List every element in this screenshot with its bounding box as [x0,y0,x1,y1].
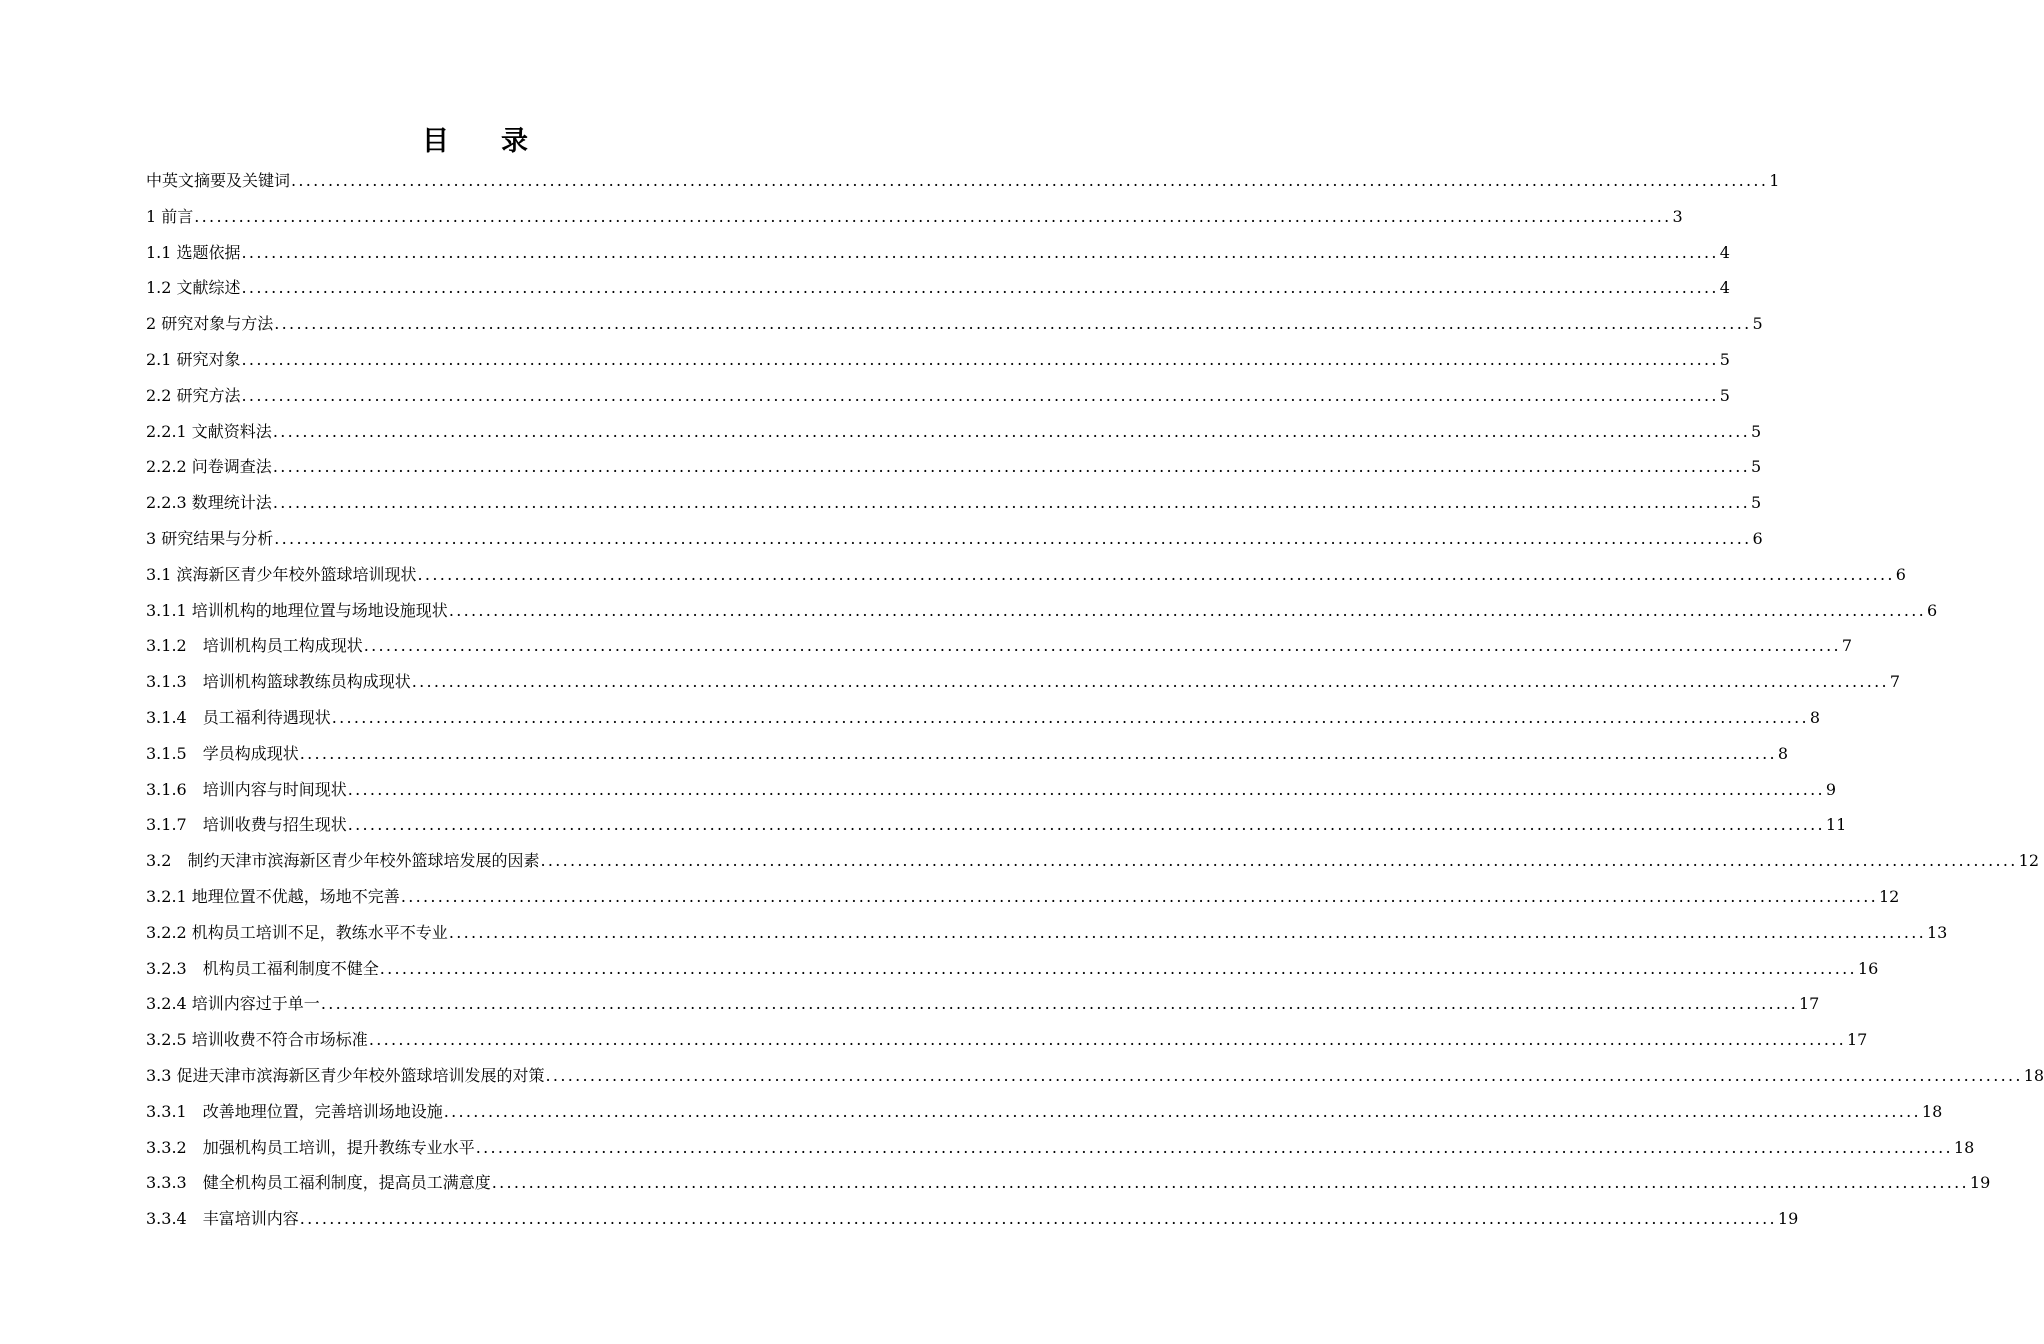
toc-entry-page-number: 17 [1847,1030,1868,1050]
toc-leader-dots: ........................................................................................................................................................................................................ [274,314,1752,334]
toc-leader-dots: ........................................................................................................................................................................................................ [540,851,2018,871]
toc-leader-dots: ........................................................................................................................................................................................................ [417,564,1895,584]
toc-entry-page-number: 18 [2023,1065,2044,1085]
toc-entry-label: 3.1.2 培训机构员工构成现状 [146,636,363,656]
toc-entry-label: 1.1 选题依据 [146,242,241,262]
toc-entry-page-number: 1 [1769,171,1780,190]
toc-entry[interactable] [146,557,1906,593]
toc-entry-page-number: 5 [1751,421,1762,441]
toc-entry-page-number: 6 [1895,564,1906,584]
toc-entry-page-number: 5 [1751,457,1762,477]
toc-entry-page-number: 5 [1719,349,1730,369]
toc-leader-dots: ........................................................................................................................................................................................................ [272,493,1750,513]
toc-entry-label: 3 研究结果与分析 [146,528,274,548]
toc-entry[interactable] [146,414,1762,450]
toc-leader-dots: ........................................................................................................................................................................................................ [272,421,1750,441]
toc-entry-page-number: 5 [1751,493,1762,513]
toc-entry-label: 3.2.2 机构员工培训不足，教练水平不专业 [146,922,448,942]
toc-entry-label: 3.3.1 改善地理位置，完善培训场地设施 [146,1101,443,1121]
toc-entry[interactable] [146,879,1900,915]
toc-leader-dots: ........................................................................................................................................................................................................ [347,815,1825,835]
toc-entry-page-number: 17 [1799,994,1820,1014]
toc-entry-label: 1 前言 [146,206,194,226]
toc-entry-page-number: 7 [1841,636,1853,656]
toc-entry[interactable] [146,915,1948,951]
toc-leader-dots: ........................................................................................................................................................................................................ [241,278,1719,298]
toc-entry[interactable] [146,1094,1943,1130]
toc-entry[interactable] [146,951,1879,987]
toc-entry-page-number: 16 [1857,958,1879,978]
toc-leader-dots: ........................................................................................................................................................................................................ [241,242,1719,262]
toc-entry[interactable] [146,270,1730,306]
toc-entry[interactable] [146,378,1730,414]
toc-leader-dots: ........................................................................................................................................................................................................ [475,1137,1953,1157]
toc-leader-dots: ........................................................................................................................................................................................................ [491,1173,1969,1193]
toc-entry-label: 3.1 滨海新区青少年校外篮球培训现状 [146,564,417,584]
toc-entry-label: 3.2.3 机构员工福利制度不健全 [146,958,379,978]
toc-entry-page-number: 18 [1953,1137,1975,1157]
toc-entry-label: 2 研究对象与方法 [146,314,274,334]
toc-entry-label: 3.1.7 培训收费与招生现状 [146,815,347,835]
toc-entry[interactable] [146,521,1763,557]
toc-leader-dots: ........................................................................................................................................................................................................ [241,349,1719,369]
toc-entry-label: 3.3.2 加强机构员工培训，提升教练专业水平 [146,1137,475,1157]
toc-entry-label: 2.1 研究对象 [146,349,241,369]
toc-entry[interactable] [146,1165,1991,1201]
toc-entry[interactable] [146,485,1762,521]
toc-entry-label: 中英文摘要及关键词 [146,171,291,190]
toc-entry-page-number: 6 [1927,600,1938,620]
toc-entry-page-number: 12 [2018,851,2039,871]
toc-entry-label: 2.2.3 数理统计法 [146,493,272,513]
toc-entry-page-number: 13 [1927,922,1948,942]
toc-entry[interactable] [146,163,1780,199]
toc-entry-page-number: 8 [1809,707,1821,727]
toc-entry-page-number: 19 [1777,1209,1799,1229]
toc-entry-page-number: 4 [1719,278,1730,298]
toc-entry-page-number: 7 [1889,672,1901,692]
toc-entry[interactable] [146,772,1837,808]
toc-leader-dots: ........................................................................................................................................................................................................ [272,457,1750,477]
toc-leader-dots: ........................................................................................................................................................................................................ [448,922,1926,942]
title-char-left: 目 [422,126,449,157]
toc-entry[interactable] [146,1130,1975,1166]
toc-entry-label: 3.1.5 学员构成现状 [146,743,299,763]
toc-entry[interactable] [146,1022,1868,1058]
toc-entry-label: 3.2.5 培训收费不符合市场标准 [146,1030,368,1050]
toc-leader-dots: ........................................................................................................................................................................................................ [545,1065,2023,1085]
toc-leader-dots: ........................................................................................................................................................................................................ [400,886,1878,906]
toc-entry-label: 3.2 制约天津市滨海新区青少年校外篮球培发展的因素 [146,851,540,871]
toc-entry-page-number: 9 [1825,779,1837,799]
toc-entry-label: 3.3.3 健全机构员工福利制度，提高员工满意度 [146,1173,491,1193]
toc-entry-page-number: 6 [1752,528,1763,548]
toc-entry-label: 3.2.1 地理位置不优越，场地不完善 [146,886,400,906]
toc-entry-page-number: 5 [1719,385,1730,405]
toc-entry-label: 2.2.2 问卷调查法 [146,457,272,477]
toc-leader-dots: ........................................................................................................................................................................................................ [443,1101,1921,1121]
toc-entry[interactable] [146,449,1762,485]
toc-entry-label: 3.1.1 培训机构的地理位置与场地设施现状 [146,600,448,620]
toc-leader-dots: ........................................................................................................................................................................................................ [291,171,1769,190]
toc-entry-page-number: 3 [1672,206,1683,226]
toc-entry-page-number: 8 [1777,743,1789,763]
toc-entry-label: 3.3 促进天津市滨海新区青少年校外篮球培训发展的对策 [146,1065,545,1085]
toc-entry[interactable] [146,843,2039,879]
toc-leader-dots: ........................................................................................................................................................................................................ [347,779,1825,799]
table-of-contents [146,163,2044,1237]
toc-leader-dots: ........................................................................................................................................................................................................ [363,636,1841,656]
toc-entry[interactable] [146,306,1763,342]
toc-entry-label: 3.1.6 培训内容与时间现状 [146,779,347,799]
toc-entry-label: 3.1.4 员工福利待遇现状 [146,707,331,727]
toc-leader-dots: ........................................................................................................................................................................................................ [299,1209,1777,1229]
toc-entry[interactable] [146,199,1683,235]
toc-entry-page-number: 19 [1969,1173,1991,1193]
toc-entry-label: 3.1.3 培训机构篮球教练员构成现状 [146,672,411,692]
toc-entry-page-number: 18 [1921,1101,1943,1121]
toc-entry[interactable] [146,986,1820,1022]
toc-entry[interactable] [146,1058,2044,1094]
toc-leader-dots: ........................................................................................................................................................................................................ [411,672,1889,692]
toc-entry[interactable] [146,235,1730,271]
toc-leader-dots: ........................................................................................................................................................................................................ [241,385,1719,405]
toc-entry-page-number: 5 [1752,314,1763,334]
toc-leader-dots: ........................................................................................................................................................................................................ [379,958,1857,978]
toc-entry[interactable] [146,700,1821,736]
toc-entry-page-number: 12 [1879,886,1900,906]
toc-entry[interactable] [146,628,1853,664]
toc-entry[interactable] [146,593,1938,629]
toc-entry[interactable] [146,664,1901,700]
toc-entry[interactable] [146,342,1730,378]
toc-leader-dots: ........................................................................................................................................................................................................ [368,1030,1846,1050]
toc-leader-dots: ........................................................................................................................................................................................................ [448,600,1926,620]
toc-leader-dots: ........................................................................................................................................................................................................ [299,743,1777,763]
toc-entry-label: 2.2.1 文献资料法 [146,421,272,441]
toc-entry-label: 2.2 研究方法 [146,385,241,405]
page-title [0,122,950,162]
toc-leader-dots: ........................................................................................................................................................................................................ [331,707,1809,727]
toc-entry-page-number: 4 [1719,242,1730,262]
toc-entry[interactable] [146,1201,1799,1237]
toc-leader-dots: ........................................................................................................................................................................................................ [194,206,1672,226]
toc-entry-label: 3.3.4 丰富培训内容 [146,1209,299,1229]
title-char-right: 录 [501,126,528,157]
toc-entry[interactable] [146,736,1789,772]
toc-leader-dots: ........................................................................................................................................................................................................ [274,528,1752,548]
toc-entry-label: 3.2.4 培训内容过于单一 [146,994,320,1014]
toc-leader-dots: ........................................................................................................................................................................................................ [320,994,1798,1014]
toc-entry-label: 1.2 文献综述 [146,278,241,298]
toc-entry[interactable] [146,807,1847,843]
toc-entry-page-number: 11 [1825,815,1847,835]
